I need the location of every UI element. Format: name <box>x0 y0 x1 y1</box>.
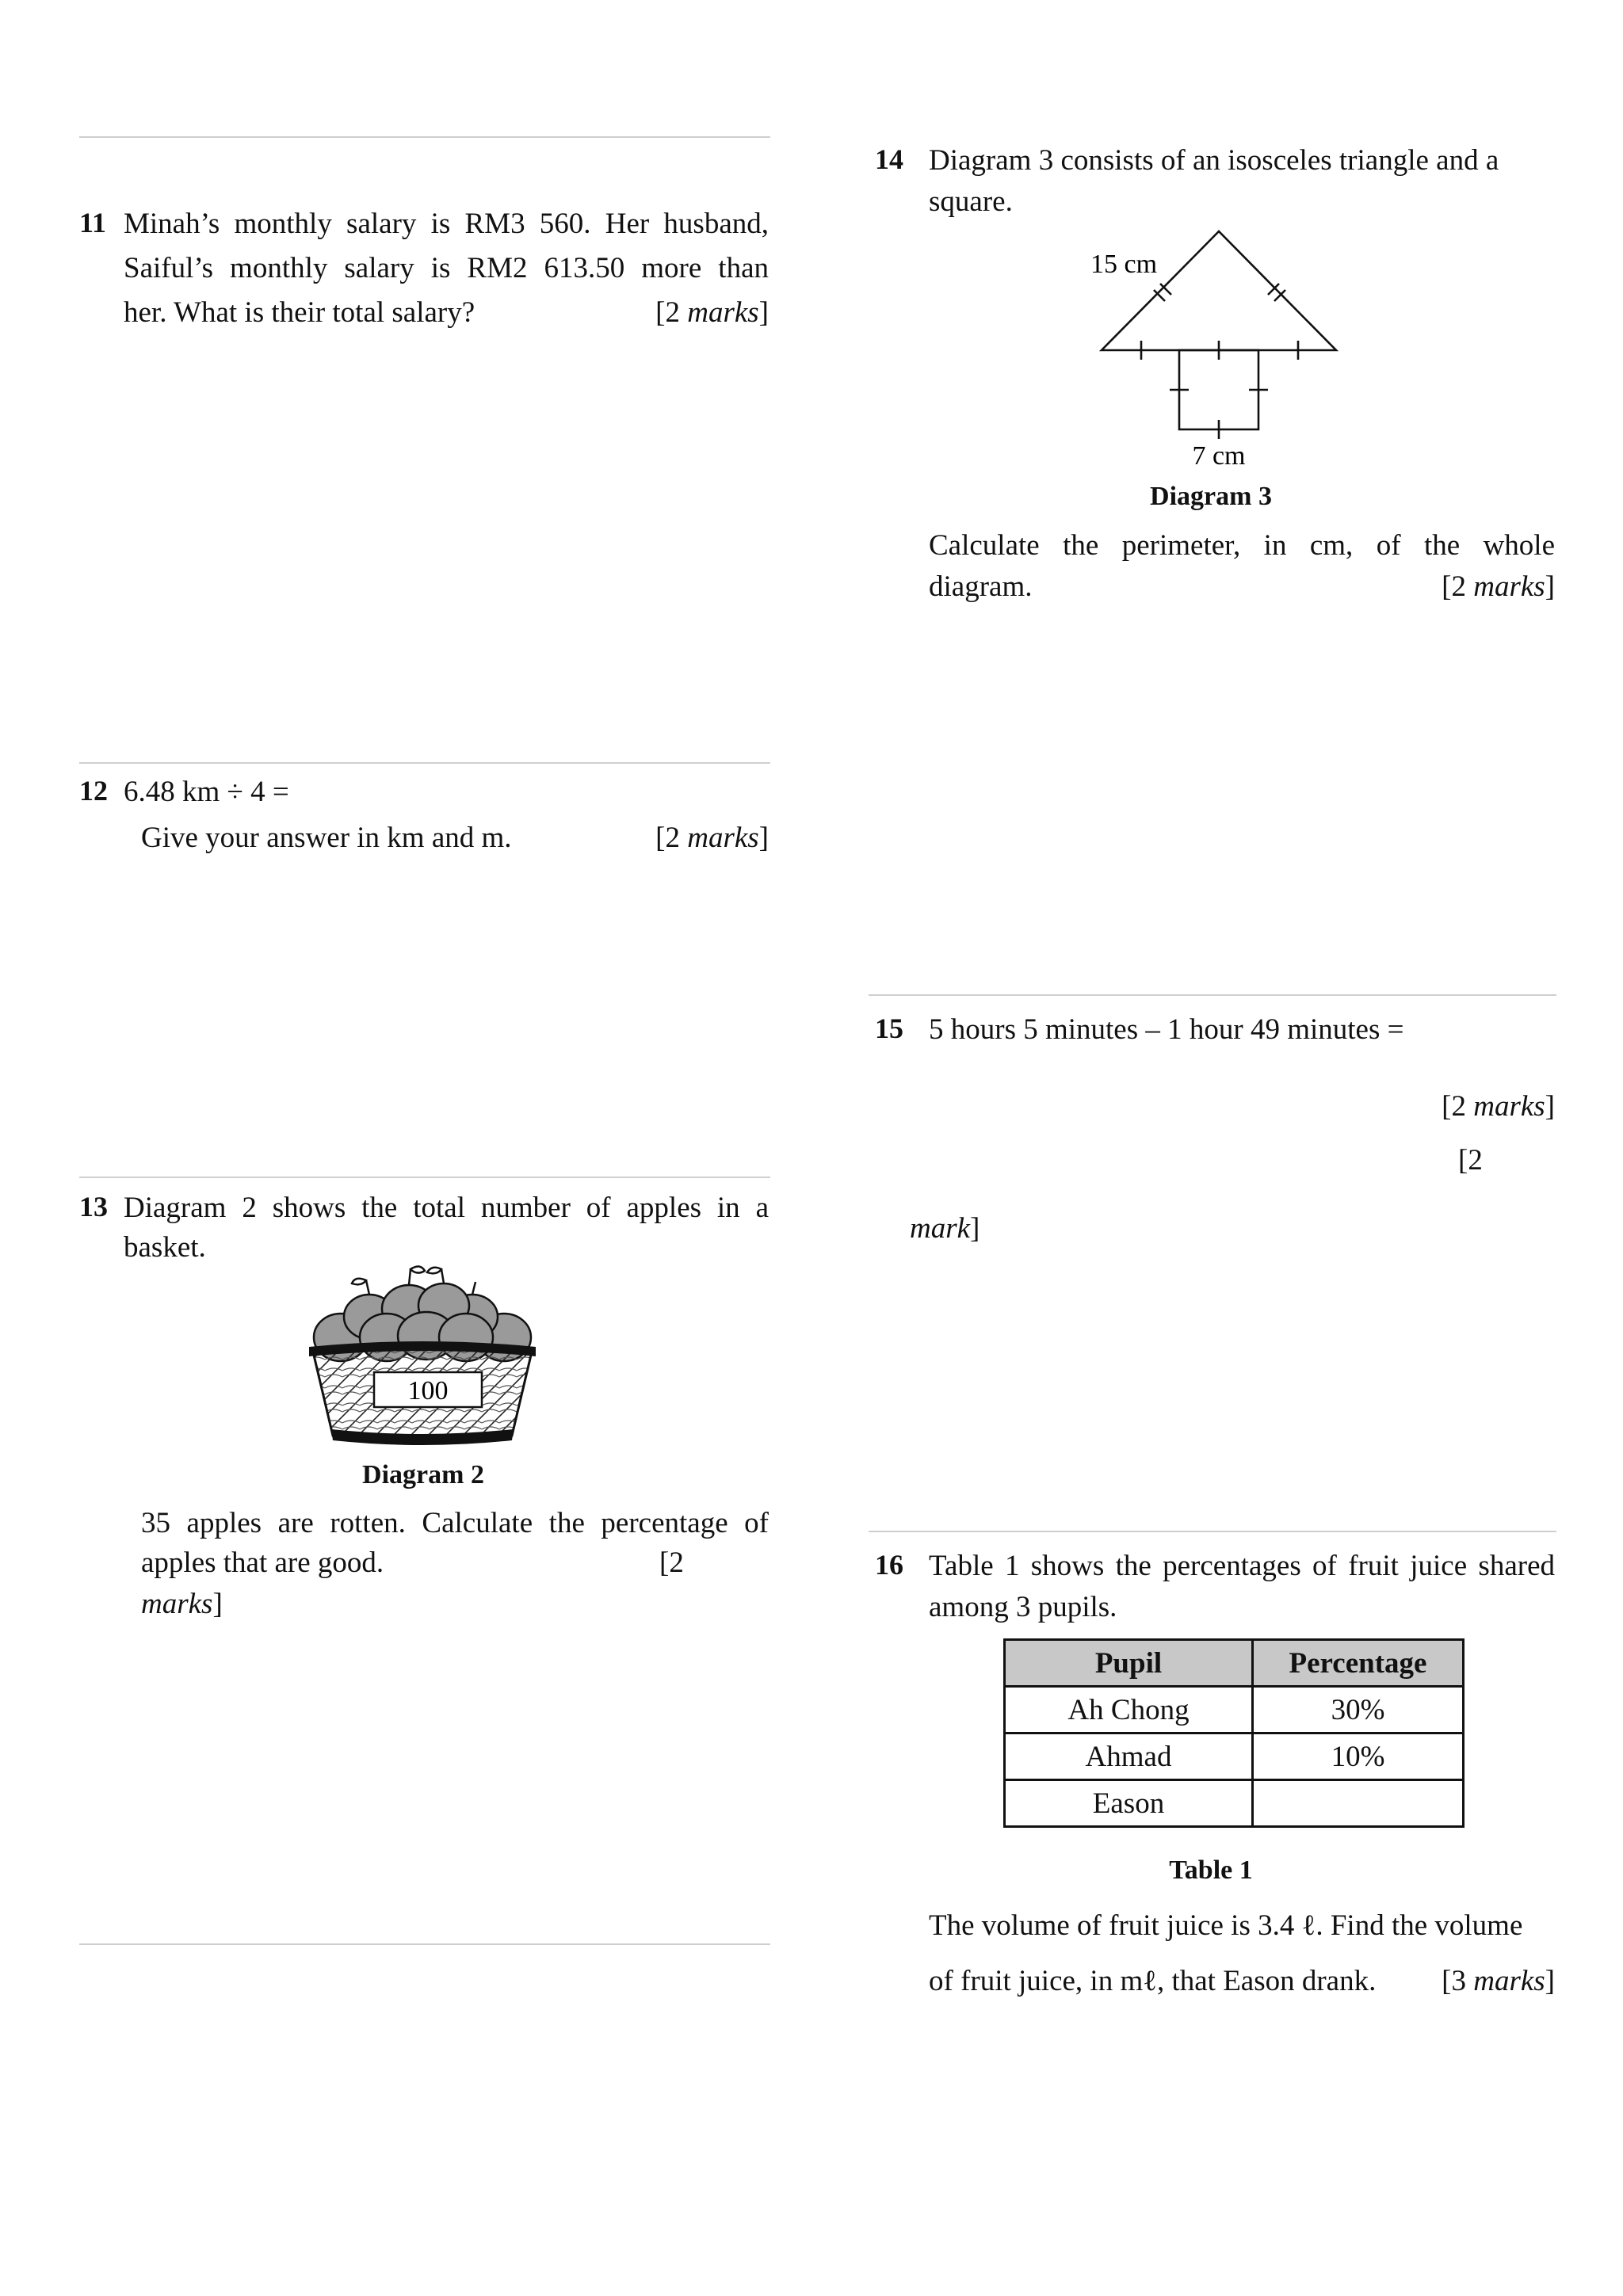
marks-allocation: [2 marks] <box>1442 570 1555 603</box>
question-number: 11 <box>79 207 107 238</box>
table-cell: 30% <box>1253 1687 1464 1733</box>
question-text-line: Diagram 3 consists of an isosceles triangle and a <box>929 144 1499 177</box>
question-text-line: Table 1 shows the percentages of fruit juice shared <box>929 1550 1555 1582</box>
question-text-line: Calculate the perimeter, in cm, of the whole <box>929 529 1555 562</box>
table-row <box>1005 1780 1464 1827</box>
question-text-line: apples that are good. <box>141 1547 384 1579</box>
table-header-cell: Pupil <box>1005 1640 1253 1687</box>
square-side-label: 7 cm <box>1192 441 1246 471</box>
separator-q12 <box>79 762 770 764</box>
marks-allocation-close: marks] <box>141 1588 223 1620</box>
question-text-line: 6.48 km ÷ 4 = <box>124 776 289 808</box>
question-text-line: 5 hours 5 minutes – 1 hour 49 minutes = <box>929 1013 1404 1046</box>
question-number: 15 <box>875 1013 903 1044</box>
table-cell: Ah Chong <box>1005 1687 1253 1733</box>
question-number: 16 <box>875 1549 903 1581</box>
table-caption: Table 1 <box>1169 1855 1253 1885</box>
marks-allocation: [3 marks] <box>1442 1965 1555 1997</box>
separator-q15 <box>869 994 1556 996</box>
triangle-side-label: 15 cm <box>1090 250 1158 279</box>
separator-q13 <box>79 1177 770 1178</box>
fruit-juice-table <box>1003 1638 1465 1828</box>
diagram-caption: Diagram 2 <box>362 1460 484 1489</box>
table-row <box>1005 1733 1464 1780</box>
basket-of-apples-diagram <box>307 1260 537 1450</box>
marks-allocation: [2 marks] <box>655 822 769 854</box>
table-row <box>1005 1687 1464 1733</box>
question-number: 13 <box>79 1191 108 1222</box>
question-text-line: diagram. <box>929 570 1033 603</box>
separator-q16 <box>869 1531 1556 1532</box>
question-text-line: her. What is their total salary? <box>124 296 475 329</box>
stray-marks-close: mark] <box>910 1212 980 1245</box>
question-text-line: of fruit juice, in mℓ, that Eason drank. <box>929 1965 1377 1997</box>
table-cell: Eason <box>1005 1780 1253 1827</box>
question-text-line: Saiful’s monthly salary is RM2 613.50 more than <box>124 252 769 284</box>
separator-top-left <box>79 136 770 138</box>
question-text-line: basket. <box>124 1231 206 1264</box>
marks-allocation-open: [2 <box>659 1547 684 1579</box>
table-header-cell: Percentage <box>1253 1640 1464 1687</box>
question-text-line: Give your answer in km and m. <box>141 822 512 854</box>
question-text-line: among 3 pupils. <box>929 1591 1117 1623</box>
separator-bottom-left <box>79 1943 770 1945</box>
stray-marks-open: [2 <box>1458 1144 1483 1177</box>
table-cell <box>1253 1780 1464 1827</box>
table-cell: 10% <box>1253 1733 1464 1780</box>
question-text-line: square. <box>929 185 1013 218</box>
question-text-line: 35 apples are rotten. Calculate the percentage of <box>141 1507 769 1539</box>
marks-allocation: [2 marks] <box>655 296 769 329</box>
question-text-line: Diagram 2 shows the total number of apples in a <box>124 1192 769 1224</box>
question-text-line: Minah’s monthly salary is RM3 560. Her husband, <box>124 208 769 240</box>
triangle-square-diagram <box>1078 222 1347 475</box>
marks-allocation: [2 marks] <box>1442 1090 1555 1123</box>
table-header-row <box>1005 1640 1464 1687</box>
question-text-line: The volume of fruit juice is 3.4 ℓ. Find the volume <box>929 1909 1523 1942</box>
diagram-caption: Diagram 3 <box>1150 482 1272 511</box>
question-number: 14 <box>875 143 903 175</box>
question-number: 12 <box>79 775 108 807</box>
table-cell: Ahmad <box>1005 1733 1253 1780</box>
basket-label: 100 <box>407 1376 449 1405</box>
